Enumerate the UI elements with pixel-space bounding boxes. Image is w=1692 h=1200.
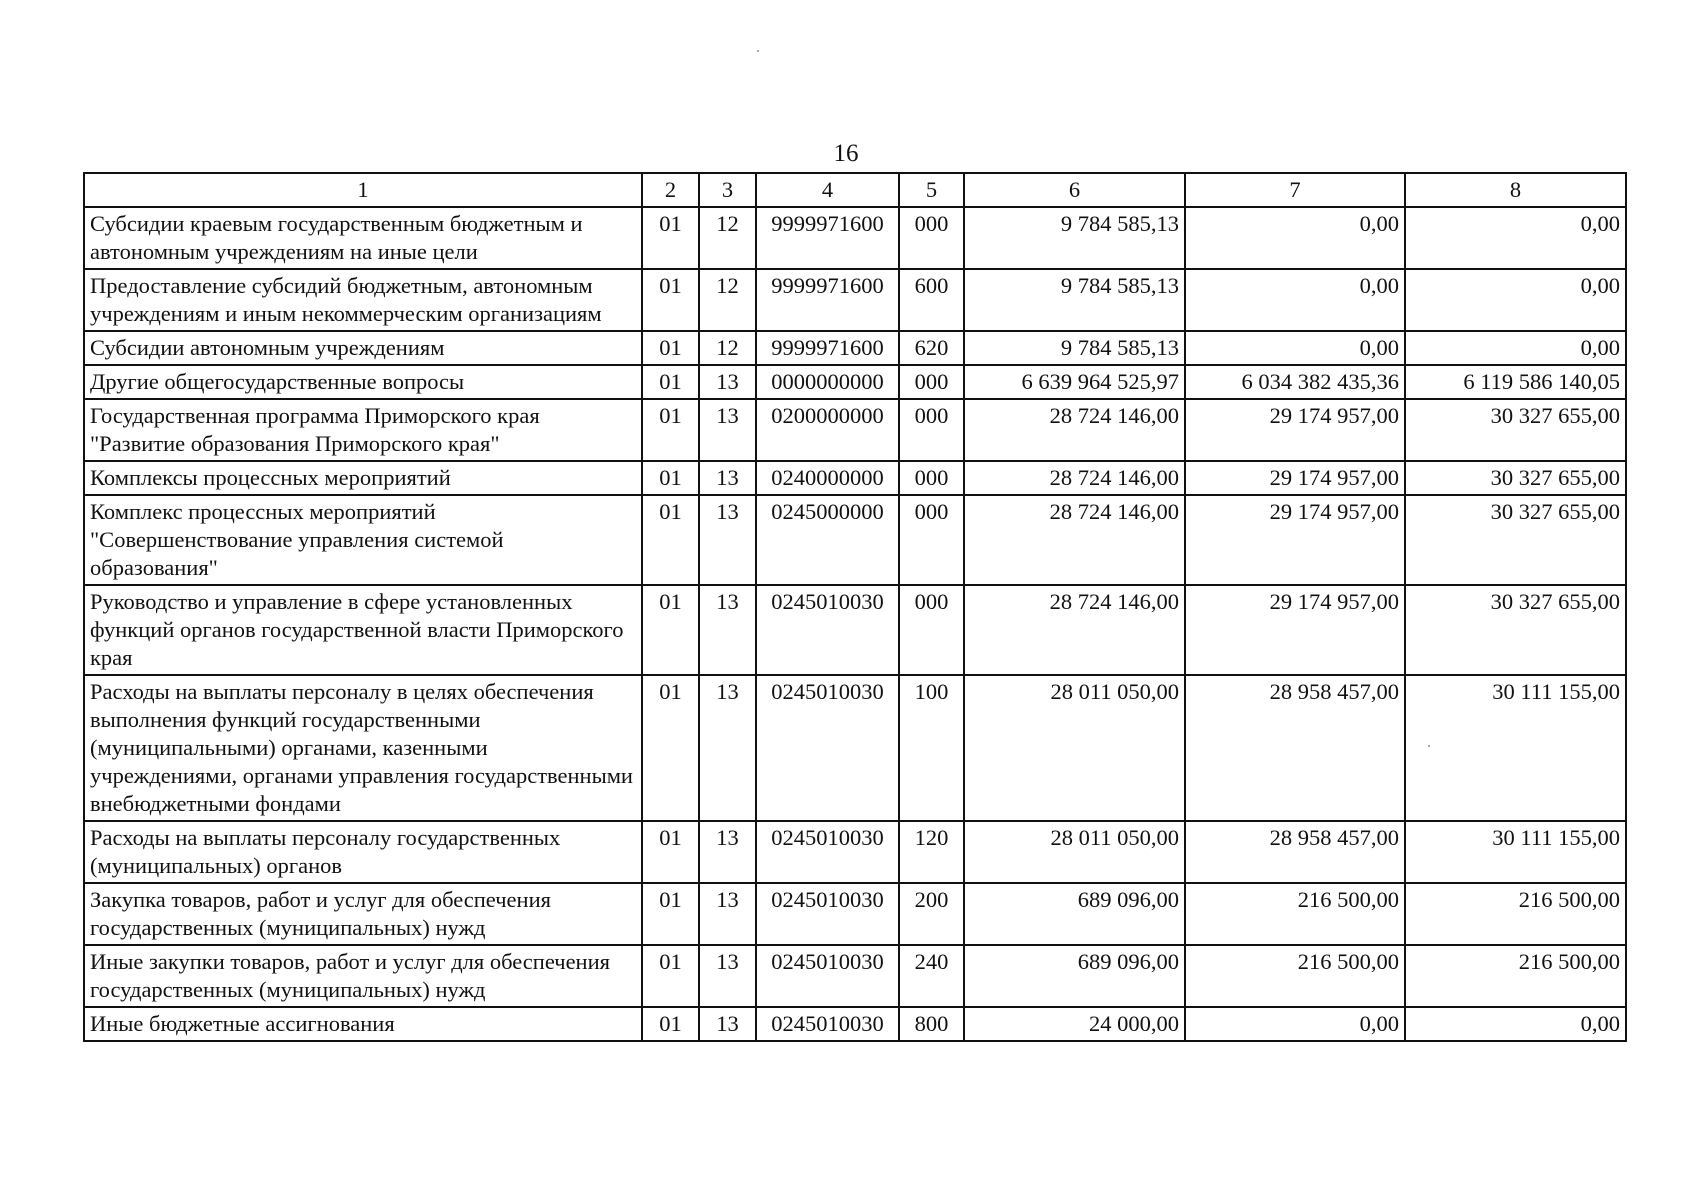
expense-type-code: 800	[899, 1007, 964, 1041]
table-row	[84, 1007, 1626, 1041]
amount-col-6: 28 011 050,00	[964, 821, 1185, 883]
subsection-code: 12	[699, 331, 756, 365]
subsection-code: 13	[699, 675, 756, 821]
subsection-code: 13	[699, 495, 756, 585]
section-code: 01	[642, 461, 699, 495]
expense-type-code: 240	[899, 945, 964, 1007]
item-name: Иные бюджетные ассигнования	[84, 1007, 642, 1041]
target-article-code: 9999971600	[756, 207, 899, 269]
col-header-7: 7	[1185, 173, 1405, 207]
target-article-code: 9999971600	[756, 269, 899, 331]
target-article-code: 0245010030	[756, 585, 899, 675]
table-row	[84, 495, 1626, 585]
expense-type-code: 000	[899, 365, 964, 399]
target-article-code: 0000000000	[756, 365, 899, 399]
table-row	[84, 461, 1626, 495]
table-row	[84, 365, 1626, 399]
expense-type-code: 600	[899, 269, 964, 331]
amount-col-7: 0,00	[1185, 207, 1405, 269]
section-code: 01	[642, 495, 699, 585]
item-name: Иные закупки товаров, работ и услуг для обеспечения государственных (муниципальных) нужд	[84, 945, 642, 1007]
expense-type-code: 100	[899, 675, 964, 821]
section-code: 01	[642, 399, 699, 461]
col-header-4: 4	[756, 173, 899, 207]
amount-col-7: 29 174 957,00	[1185, 461, 1405, 495]
amount-col-8: 30 111 155,00	[1405, 675, 1626, 821]
target-article-code: 0245000000	[756, 495, 899, 585]
item-name: Предоставление субсидий бюджетным, автономным учреждениям и иным некоммерческим организациям	[84, 269, 642, 331]
amount-col-7: 28 958 457,00	[1185, 675, 1405, 821]
section-code: 01	[642, 883, 699, 945]
target-article-code: 0245010030	[756, 675, 899, 821]
target-article-code: 0245010030	[756, 883, 899, 945]
expense-type-code: 000	[899, 461, 964, 495]
section-code: 01	[642, 269, 699, 331]
table-row	[84, 207, 1626, 269]
expense-type-code: 000	[899, 207, 964, 269]
amount-col-8: 30 327 655,00	[1405, 495, 1626, 585]
section-code: 01	[642, 365, 699, 399]
table-row	[84, 883, 1626, 945]
amount-col-7: 0,00	[1185, 1007, 1405, 1041]
amount-col-6: 24 000,00	[964, 1007, 1185, 1041]
expense-type-code: 620	[899, 331, 964, 365]
target-article-code: 0245010030	[756, 1007, 899, 1041]
amount-col-7: 0,00	[1185, 269, 1405, 331]
target-article-code: 0245010030	[756, 945, 899, 1007]
amount-col-6: 28 011 050,00	[964, 675, 1185, 821]
target-article-code: 9999971600	[756, 331, 899, 365]
col-header-5: 5	[899, 173, 964, 207]
table-row	[84, 585, 1626, 675]
amount-col-7: 28 958 457,00	[1185, 821, 1405, 883]
table-row	[84, 399, 1626, 461]
item-name: Руководство и управление в сфере установленных функций органов государственной власти Приморского края	[84, 585, 642, 675]
amount-col-6: 9 784 585,13	[964, 269, 1185, 331]
table-row	[84, 821, 1626, 883]
item-name: Субсидии автономным учреждениям	[84, 331, 642, 365]
table-row	[84, 675, 1626, 821]
item-name: Комплекс процессных мероприятий "Совершенствование управления системой образования"	[84, 495, 642, 585]
amount-col-7: 29 174 957,00	[1185, 495, 1405, 585]
item-name: Комплексы процессных мероприятий	[84, 461, 642, 495]
subsection-code: 13	[699, 883, 756, 945]
amount-col-8: 30 111 155,00	[1405, 821, 1626, 883]
amount-col-7: 29 174 957,00	[1185, 399, 1405, 461]
item-name: Закупка товаров, работ и услуг для обеспечения государственных (муниципальных) нужд	[84, 883, 642, 945]
amount-col-6: 9 784 585,13	[964, 331, 1185, 365]
col-header-6: 6	[964, 173, 1185, 207]
subsection-code: 13	[699, 945, 756, 1007]
amount-col-6: 28 724 146,00	[964, 399, 1185, 461]
section-code: 01	[642, 821, 699, 883]
subsection-code: 13	[699, 365, 756, 399]
expense-type-code: 200	[899, 883, 964, 945]
col-header-3: 3	[699, 173, 756, 207]
amount-col-6: 689 096,00	[964, 883, 1185, 945]
amount-col-7: 29 174 957,00	[1185, 585, 1405, 675]
expense-type-code: 000	[899, 399, 964, 461]
amount-col-8: 216 500,00	[1405, 883, 1626, 945]
subsection-code: 13	[699, 1007, 756, 1041]
amount-col-7: 6 034 382 435,36	[1185, 365, 1405, 399]
budget-table	[83, 172, 1627, 1042]
amount-col-8: 0,00	[1405, 331, 1626, 365]
section-code: 01	[642, 585, 699, 675]
subsection-code: 12	[699, 269, 756, 331]
section-code: 01	[642, 1007, 699, 1041]
subsection-code: 13	[699, 461, 756, 495]
col-header-1: 1	[84, 173, 642, 207]
header-row	[84, 173, 1626, 207]
col-header-8: 8	[1405, 173, 1626, 207]
target-article-code: 0245010030	[756, 821, 899, 883]
item-name: Субсидии краевым государственным бюджетным и автономным учреждениям на иные цели	[84, 207, 642, 269]
item-name: Расходы на выплаты персоналу государственных (муниципальных) органов	[84, 821, 642, 883]
amount-col-8: 216 500,00	[1405, 945, 1626, 1007]
page-number: 16	[833, 140, 859, 167]
amount-col-7: 0,00	[1185, 331, 1405, 365]
amount-col-6: 6 639 964 525,97	[964, 365, 1185, 399]
target-article-code: 0240000000	[756, 461, 899, 495]
amount-col-8: 0,00	[1405, 269, 1626, 331]
section-code: 01	[642, 331, 699, 365]
table-row	[84, 331, 1626, 365]
table-row	[84, 945, 1626, 1007]
subsection-code: 13	[699, 585, 756, 675]
amount-col-6: 9 784 585,13	[964, 207, 1185, 269]
amount-col-6: 28 724 146,00	[964, 495, 1185, 585]
table-row	[84, 269, 1626, 331]
amount-col-7: 216 500,00	[1185, 883, 1405, 945]
section-code: 01	[642, 945, 699, 1007]
item-name: Другие общегосударственные вопросы	[84, 365, 642, 399]
amount-col-8: 30 327 655,00	[1405, 461, 1626, 495]
subsection-code: 12	[699, 207, 756, 269]
amount-col-8: 0,00	[1405, 1007, 1626, 1041]
target-article-code: 0200000000	[756, 399, 899, 461]
amount-col-7: 216 500,00	[1185, 945, 1405, 1007]
item-name: Государственная программа Приморского края "Развитие образования Приморского края"	[84, 399, 642, 461]
amount-col-8: 30 327 655,00	[1405, 399, 1626, 461]
amount-col-8: 6 119 586 140,05	[1405, 365, 1626, 399]
amount-col-6: 28 724 146,00	[964, 461, 1185, 495]
expense-type-code: 000	[899, 495, 964, 585]
expense-type-code: 120	[899, 821, 964, 883]
expense-type-code: 000	[899, 585, 964, 675]
item-name: Расходы на выплаты персоналу в целях обеспечения выполнения функций государственными (муниципальными) органами, казенными учреждениями, органами управления государственными внебюджетными фондами	[84, 675, 642, 821]
amount-col-6: 689 096,00	[964, 945, 1185, 1007]
section-code: 01	[642, 675, 699, 821]
amount-col-6: 28 724 146,00	[964, 585, 1185, 675]
section-code: 01	[642, 207, 699, 269]
scan-speck	[757, 50, 759, 52]
col-header-2: 2	[642, 173, 699, 207]
amount-col-8: 0,00	[1405, 207, 1626, 269]
subsection-code: 13	[699, 399, 756, 461]
subsection-code: 13	[699, 821, 756, 883]
amount-col-8: 30 327 655,00	[1405, 585, 1626, 675]
